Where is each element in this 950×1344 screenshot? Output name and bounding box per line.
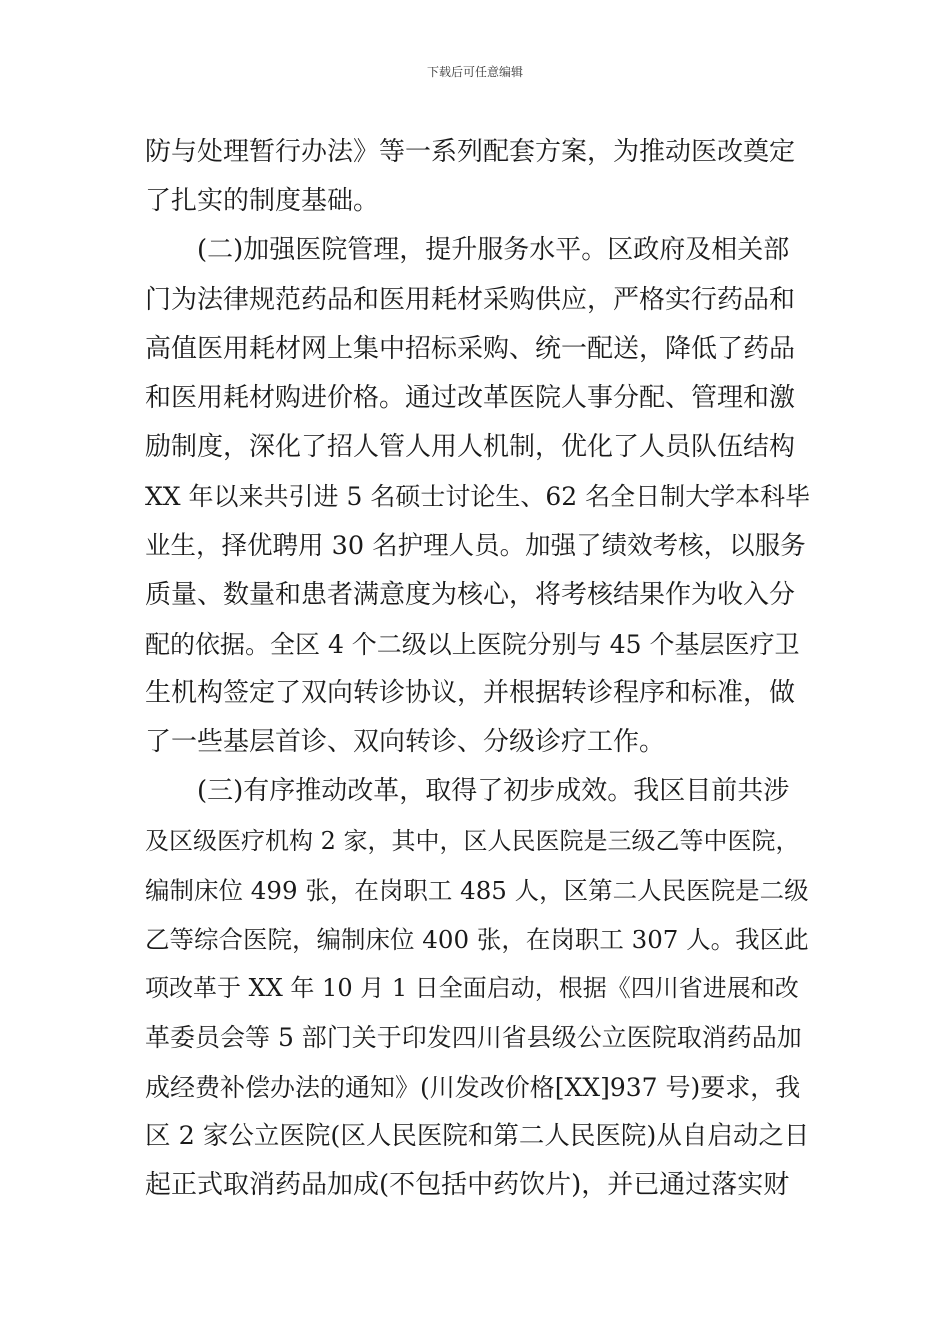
document-body: [145, 128, 810, 1210]
text-line: 及区级医疗机构 2 家，其中，区人民医院是三级乙等中医院，: [145, 826, 800, 855]
page-header: 下载后可任意编辑: [426, 65, 523, 79]
text-line: (二)加强医院管理，提升服务水平。区政府及相关部: [197, 235, 790, 266]
text-line: 乙等综合医院，编制床位 400 张，在岗职工 307 人。我区此: [145, 925, 809, 954]
text-line: 项改革于 XX 年 10 月 1 日全面启动，根据《四川省进展和改: [145, 974, 799, 1003]
text-line: 成经费补偿办法的通知》(川发改价格[XX]937 号)要求，我: [145, 1072, 801, 1102]
text-line: 业生，择优聘用 30 名护理人员。加强了绩效考核，以服务: [145, 530, 806, 561]
text-line: 了一些基层首诊、双向转诊、分级诊疗工作。: [145, 727, 666, 758]
text-line: 高值医用耗材网上集中招标采购、统一配送，降低了药品: [145, 333, 796, 364]
text-line: 革委员会等 5 部门关于印发四川省县级公立医院取消药品加: [145, 1023, 802, 1053]
text-line: 励制度，深化了招人管人用人机制，优化了人员队伍结构: [145, 432, 796, 463]
text-line: 了扎实的制度基础。: [145, 186, 380, 217]
text-line: 和医用耗材购进价格。通过改革医院人事分配、管理和激: [145, 382, 796, 413]
text-line: 区 2 家公立医院(区人民医院和第二人民医院)从自启动之日: [145, 1120, 810, 1151]
text-line: 生机构签定了双向转诊协议，并根据转诊程序和标准，做: [145, 678, 796, 709]
text-line: (三)有序推动改革，取得了初步成效。我区目前共涉: [197, 776, 790, 807]
text-line: 配的依据。全区 4 个二级以上医院分别与 45 个基层医疗卫: [145, 629, 800, 659]
text-line: XX 年以来共引进 5 名硕士讨论生、62 名全日制大学本科毕: [145, 482, 811, 512]
text-line: 门为法律规范药品和医用耗材采购供应，严格实行药品和: [145, 284, 796, 315]
text-line: 防与处理暂行办法》等一系列配套方案，为推动医改奠定: [145, 137, 796, 167]
text-line: 编制床位 499 张，在岗职工 485 人，区第二人民医院是二级: [145, 875, 809, 905]
text-line: 起正式取消药品加成(不包括中药饮片)，并已通过落实财: [145, 1169, 790, 1200]
text-line: 质量、数量和患者满意度为核心，将考核结果作为收入分: [145, 579, 796, 610]
